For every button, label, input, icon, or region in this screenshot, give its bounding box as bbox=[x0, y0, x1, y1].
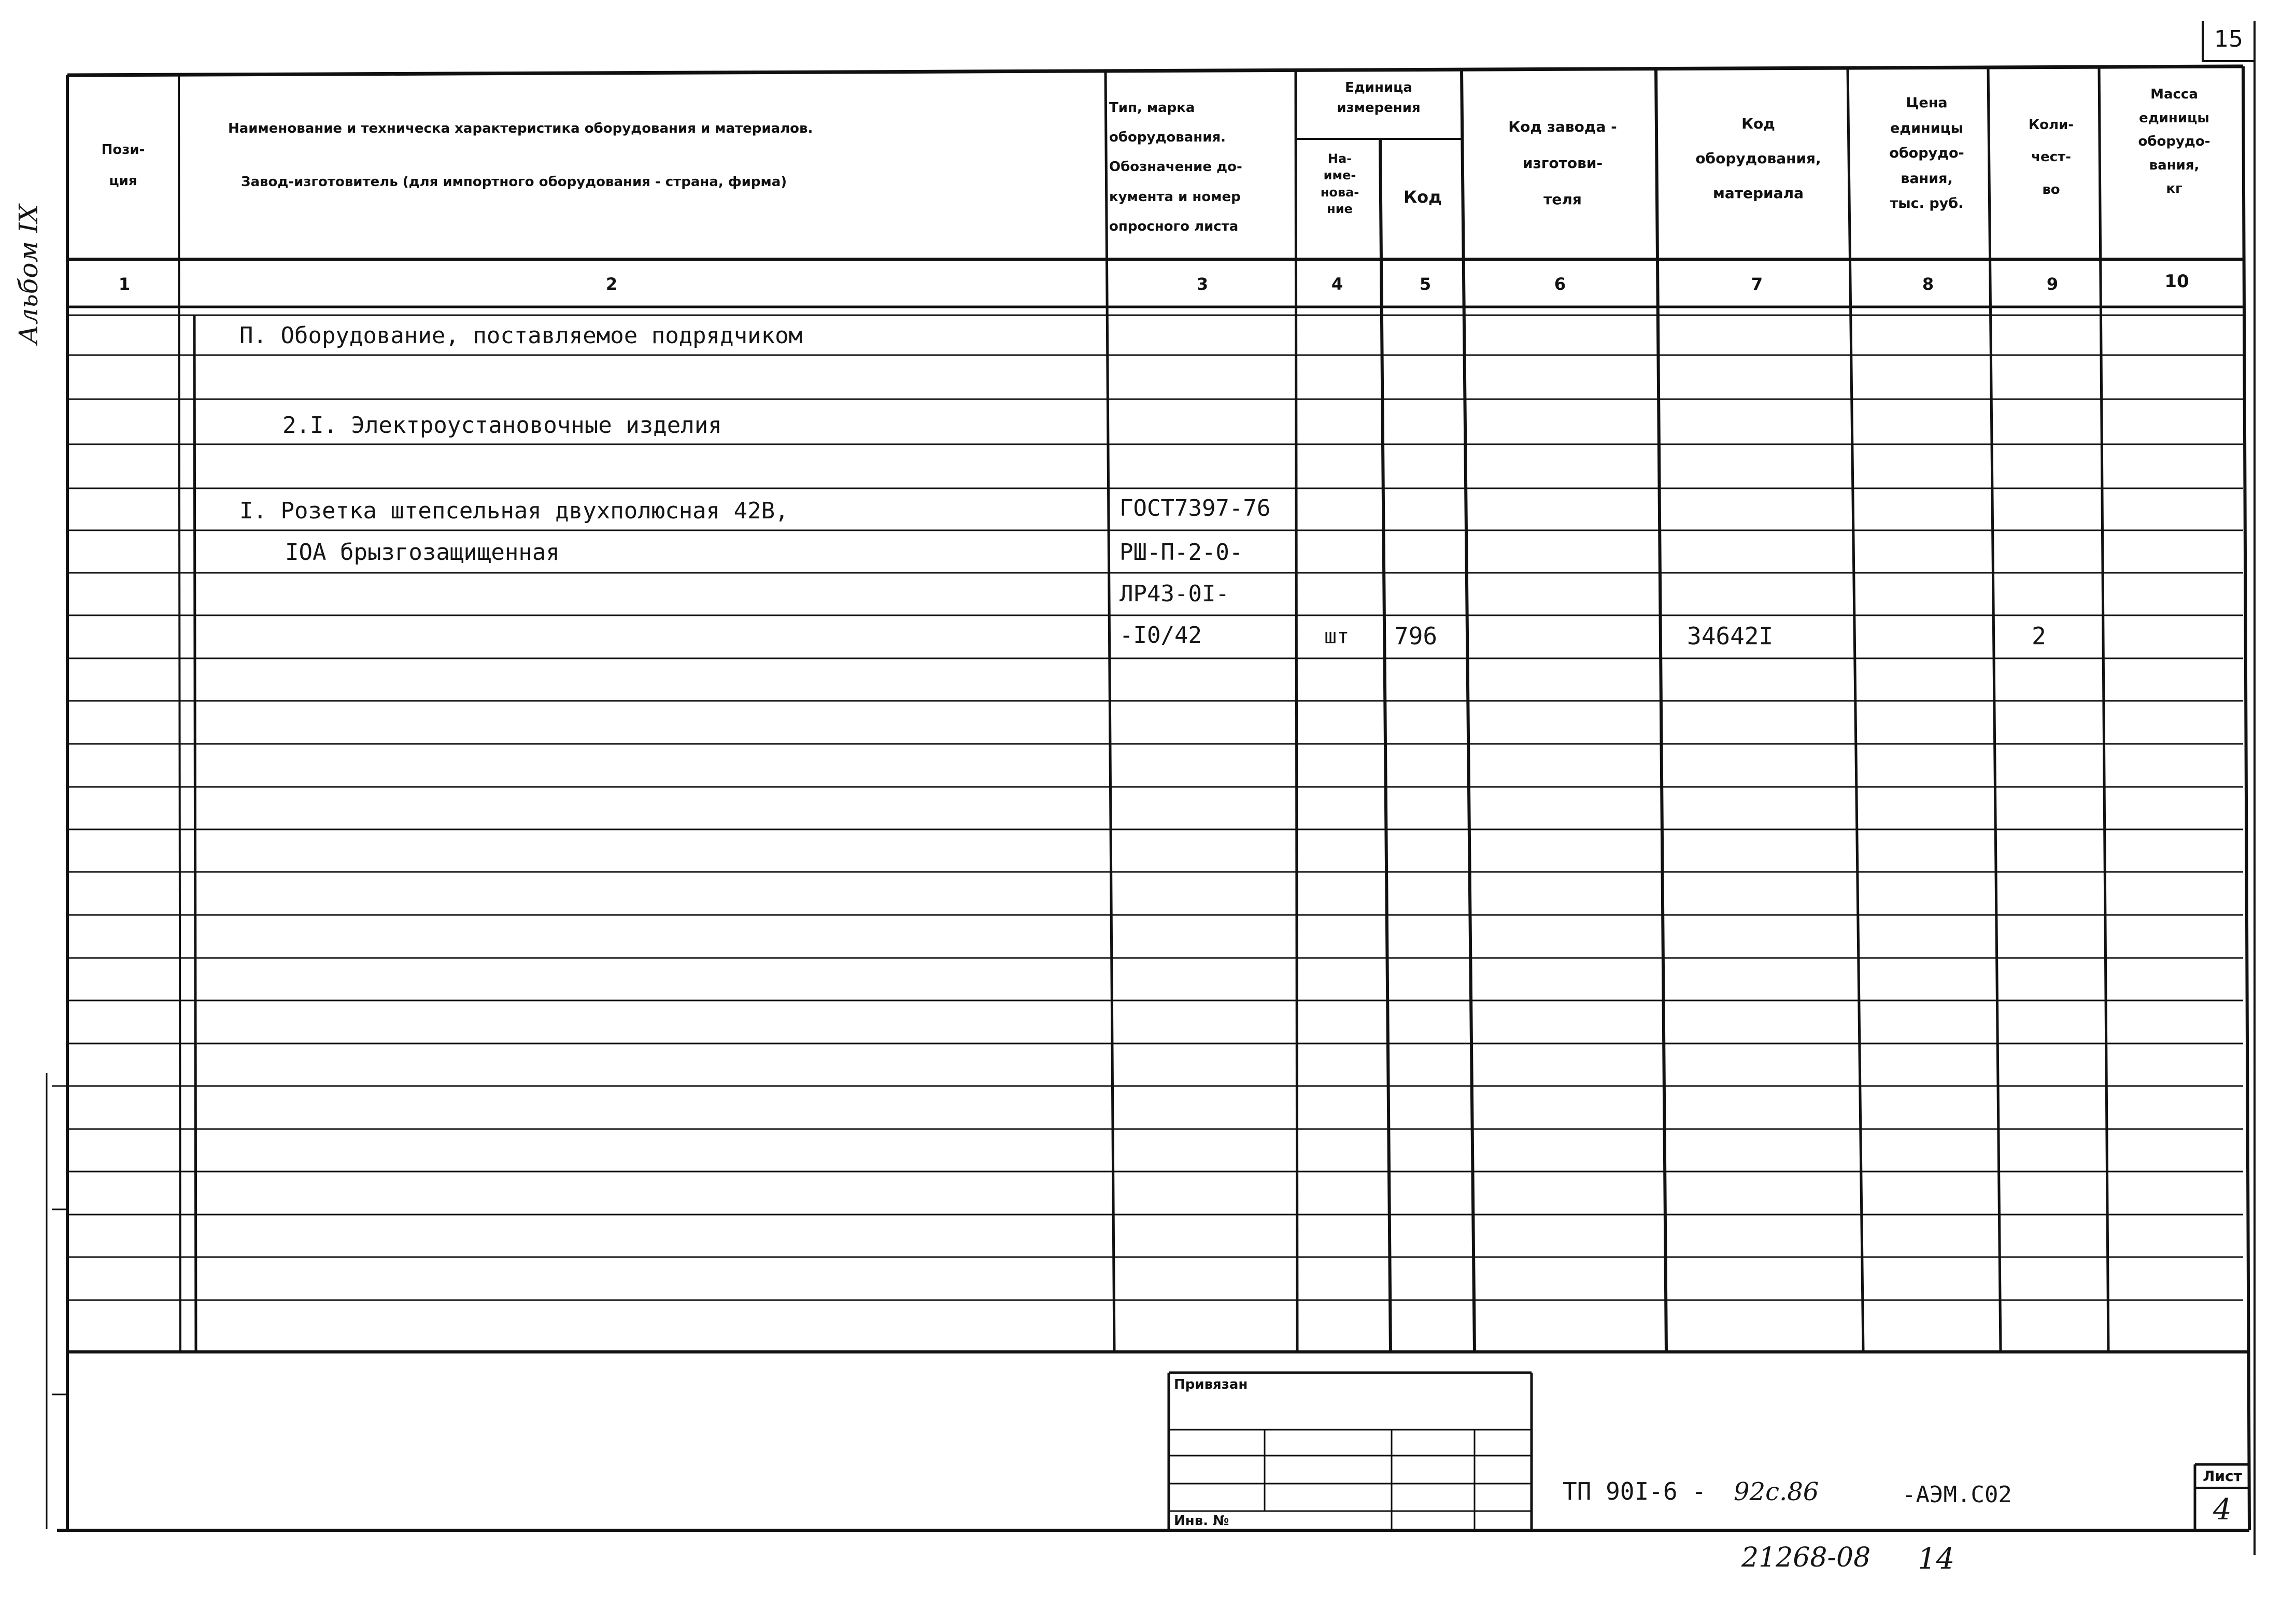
column-number-5: 5 bbox=[1419, 274, 1432, 294]
corner-page-number: 15 bbox=[2214, 26, 2243, 52]
item-name-line2: IOA брызгозащищенная bbox=[285, 539, 560, 566]
document-suffix: -АЭМ.С02 bbox=[1902, 1482, 2012, 1508]
column-number-9: 9 bbox=[2046, 274, 2059, 294]
header-name-line1: Наименование и техническа характеристика оборудования и материалов. bbox=[228, 121, 813, 136]
sheet-number: 4 bbox=[2213, 1493, 2232, 1527]
header-manufacturer-code: Код завода - изготови- теля bbox=[1508, 118, 1617, 208]
document-code: ТП 90I-6 - bbox=[1563, 1477, 1706, 1505]
column-number-7: 7 bbox=[1751, 274, 1763, 294]
column-number-10: 10 bbox=[2164, 271, 2189, 292]
column-number-8: 8 bbox=[1922, 274, 1934, 294]
item-unit-code: 796 bbox=[1394, 622, 1438, 650]
header-unit-mass: Масса единицы оборудо- вания, кг bbox=[2138, 87, 2210, 196]
column-number-6: 6 bbox=[1554, 274, 1566, 294]
item-type-line3: ЛР43-0I- bbox=[1119, 581, 1229, 607]
column-number-3: 3 bbox=[1196, 274, 1209, 294]
column-number-2: 2 bbox=[605, 274, 618, 294]
item-type-line1: ГОСТ7397-76 bbox=[1119, 495, 1271, 521]
header-quantity: Коли- чест- во bbox=[2028, 117, 2074, 198]
sheet-label: Лист bbox=[2203, 1468, 2242, 1485]
column-number-1: 1 bbox=[118, 274, 131, 294]
inventory-number-label: Инв. № bbox=[1174, 1513, 1229, 1529]
column-number-4: 4 bbox=[1331, 274, 1343, 294]
section-title: П. Оборудование, поставляемое подрядчиком bbox=[239, 322, 803, 349]
subsection-title: 2.I. Электроустановочные изделия bbox=[282, 412, 722, 439]
item-quantity: 2 bbox=[2032, 622, 2046, 650]
header-unit-price: Цена единицы оборудо- вания, тыс. руб. bbox=[1889, 95, 1964, 212]
archive-page: 14 bbox=[1918, 1542, 1955, 1576]
header-type: Тип, марка оборудования. Обозначение до- кумента и номер опросного листа bbox=[1109, 100, 1242, 234]
item-type-line4: -I0/42 bbox=[1119, 622, 1202, 648]
header-name-line2: Завод-изготовитель (для импортного оборудования - страна, фирма) bbox=[241, 174, 787, 190]
album-side-note: Альбом IX bbox=[13, 204, 44, 345]
archive-number: 21268-08 bbox=[1741, 1542, 1871, 1573]
document-code-handwritten: 92с.86 bbox=[1734, 1477, 1819, 1506]
header-equipment-code: Код оборудования, материала bbox=[1695, 115, 1821, 202]
header-unit-name: На- име- нова- ние bbox=[1320, 151, 1359, 217]
header-position: Пози- ция bbox=[101, 142, 145, 189]
header-unit-code: Код bbox=[1404, 187, 1442, 207]
header-unit-group: Единица измерения bbox=[1337, 80, 1421, 116]
item-name-line1: I. Розетка штепсельная двухполюсная 42В, bbox=[239, 498, 789, 524]
bound-label: Привязан bbox=[1174, 1377, 1248, 1392]
item-type-line2: РШ-П-2-0- bbox=[1119, 539, 1243, 566]
item-equipment-code: 34642I bbox=[1687, 622, 1774, 650]
item-unit-name: шт bbox=[1324, 625, 1350, 648]
